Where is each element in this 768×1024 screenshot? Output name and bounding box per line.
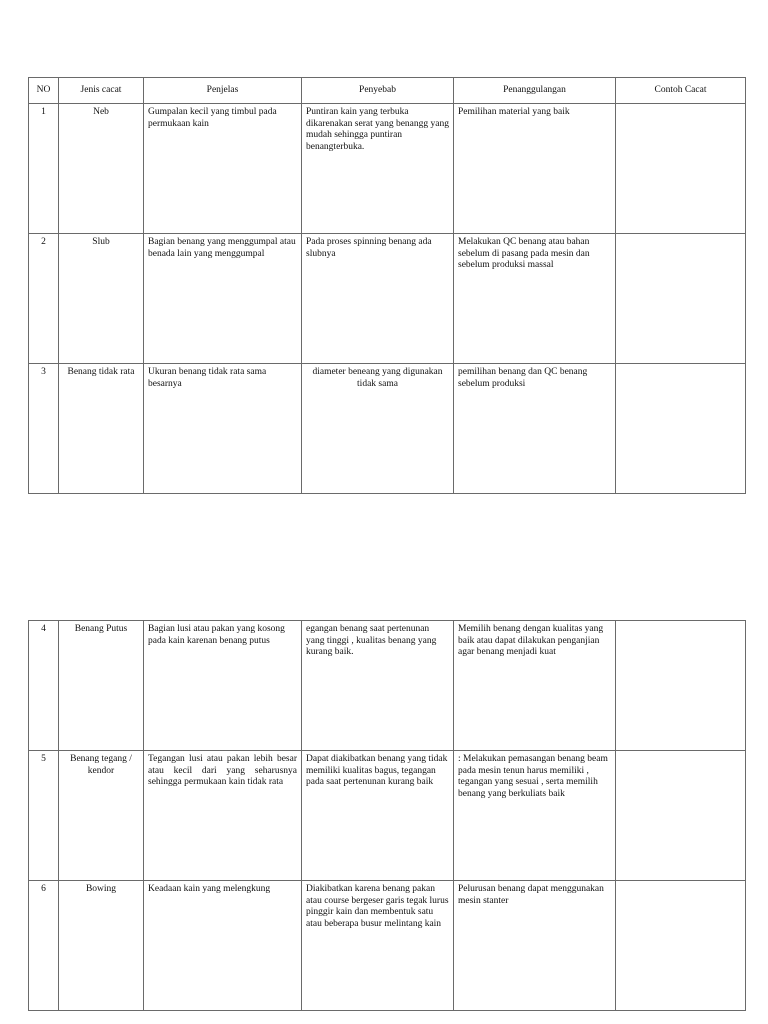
defect-solution: pemilihan benang dan QC benang sebelum produksi bbox=[454, 364, 616, 494]
defect-example bbox=[616, 881, 746, 1011]
header-contoh-cacat: Contoh Cacat bbox=[616, 78, 746, 104]
defect-cause: Dapat diakibatkan benang yang tidak memiliki kualitas bagus, tegangan pada saat pertenunan kurang baik bbox=[302, 751, 454, 881]
defect-example bbox=[616, 364, 746, 494]
defect-type: Bowing bbox=[59, 881, 144, 1011]
defect-table-page-1 bbox=[28, 77, 746, 494]
defect-solution: Melakukan QC benang atau bahan sebelum di pasang pada mesin dan sebelum produksi massal bbox=[454, 234, 616, 364]
header-penanggulangan: Penanggulangan bbox=[454, 78, 616, 104]
header-penjelas: Penjelas bbox=[144, 78, 302, 104]
defect-example bbox=[616, 621, 746, 751]
defect-cause: egangan benang saat pertenunan yang tinggi , kualitas benang yang kurang baik. bbox=[302, 621, 454, 751]
defect-type: Benang tidak rata bbox=[59, 364, 144, 494]
table-row bbox=[29, 751, 746, 881]
defect-table-page-2 bbox=[28, 620, 746, 1011]
defect-description: Ukuran benang tidak rata sama besarnya bbox=[144, 364, 302, 494]
table-row bbox=[29, 881, 746, 1011]
header-penyebab: Penyebab bbox=[302, 78, 454, 104]
table-row bbox=[29, 104, 746, 234]
defect-type: Benang tegang / kendor bbox=[59, 751, 144, 881]
defect-description: Keadaan kain yang melengkung bbox=[144, 881, 302, 1011]
defect-type: Neb bbox=[59, 104, 144, 234]
defect-type: Slub bbox=[59, 234, 144, 364]
defect-cause: diameter beneang yang digunakan tidak sama bbox=[302, 364, 454, 494]
row-number: 2 bbox=[29, 234, 59, 364]
defect-type: Benang Putus bbox=[59, 621, 144, 751]
defect-example bbox=[616, 104, 746, 234]
table-row bbox=[29, 234, 746, 364]
defect-cause: Puntiran kain yang terbuka dikarenakan serat yang benangg yang mudah sehingga puntiran benangterbuka. bbox=[302, 104, 454, 234]
row-number: 1 bbox=[29, 104, 59, 234]
defect-example bbox=[616, 234, 746, 364]
defect-solution: Pemilihan material yang baik bbox=[454, 104, 616, 234]
defect-description: Gumpalan kecil yang timbul pada permukaan kain bbox=[144, 104, 302, 234]
row-number: 5 bbox=[29, 751, 59, 881]
defect-example bbox=[616, 751, 746, 881]
row-number: 6 bbox=[29, 881, 59, 1011]
defect-solution: Memilih benang dengan kualitas yang baik atau dapat dilakukan penganjian agar benang menjadi kuat bbox=[454, 621, 616, 751]
defect-description: Bagian lusi atau pakan yang kosong pada kain karenan benang putus bbox=[144, 621, 302, 751]
defect-cause: Pada proses spinning benang ada slubnya bbox=[302, 234, 454, 364]
defect-cause: Diakibatkan karena benang pakan atau course bergeser garis tegak lurus pinggir kain dan membentuk satu atau beberapa busur melintang kain bbox=[302, 881, 454, 1011]
row-number: 3 bbox=[29, 364, 59, 494]
defect-description: Tegangan lusi atau pakan lebih besar atau kecil dari yang seharusnya sehingga permukaan kain tidak rata bbox=[144, 751, 302, 881]
defect-solution: : Melakukan pemasangan benang beam pada mesin tenun harus memiliki , tegangan yang sesuai , serta memilih benang yang berkuliats baik bbox=[454, 751, 616, 881]
header-jenis-cacat: Jenis cacat bbox=[59, 78, 144, 104]
row-number: 4 bbox=[29, 621, 59, 751]
defect-description: Bagian benang yang menggumpal atau benada lain yang menggumpal bbox=[144, 234, 302, 364]
table-row bbox=[29, 621, 746, 751]
header-no: NO bbox=[29, 78, 59, 104]
table-header-row bbox=[29, 78, 746, 104]
table-row bbox=[29, 364, 746, 494]
defect-solution: Pelurusan benang dapat menggunakan mesin stanter bbox=[454, 881, 616, 1011]
